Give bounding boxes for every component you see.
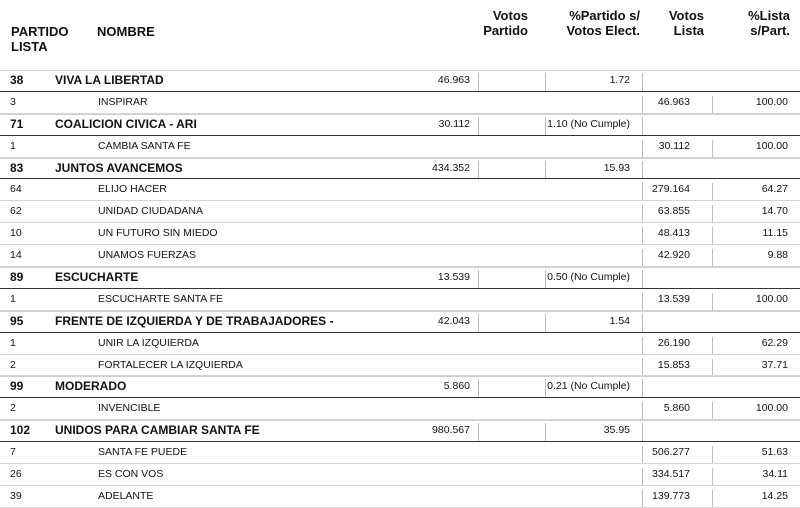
party-name: UNIDOS PARA CAMBIAR SANTA FE	[55, 423, 260, 438]
list-votes: 15.853	[657, 358, 690, 371]
header-nombre: NOMBRE	[97, 24, 155, 39]
column-divider	[712, 490, 713, 507]
column-divider	[642, 293, 643, 310]
list-percent: 62.29	[761, 336, 788, 349]
list-number: 26	[10, 468, 22, 481]
column-divider	[545, 73, 546, 91]
results-table	[0, 70, 800, 508]
column-divider	[545, 117, 546, 135]
column-divider	[642, 468, 643, 485]
list-name: SANTA FE PUEDE	[98, 446, 188, 459]
list-votes: 63.855	[657, 205, 690, 218]
header-pct-lista-line1: %Lista	[748, 8, 790, 23]
column-divider	[712, 249, 713, 266]
list-row	[0, 92, 800, 114]
party-votes: 42.043	[437, 314, 470, 327]
list-votes: 48.413	[657, 227, 690, 240]
list-number: 1	[10, 292, 16, 305]
list-row	[0, 245, 800, 267]
list-percent: 51.63	[761, 446, 788, 459]
party-number: 71	[10, 116, 24, 131]
column-divider	[642, 249, 643, 266]
list-percent: 64.27	[761, 183, 788, 196]
list-row	[0, 201, 800, 223]
header-votos-lista-line2: Lista	[673, 23, 704, 38]
list-name: INVENCIBLE	[98, 402, 161, 415]
list-name: ES CON VOS	[98, 468, 164, 481]
list-name: FORTALECER LA IZQUIERDA	[98, 358, 243, 371]
party-row	[0, 420, 800, 442]
column-divider	[642, 270, 643, 288]
party-percent: 1.10 (No Cumple)	[547, 117, 630, 130]
list-number: 10	[10, 227, 22, 240]
list-row	[0, 223, 800, 245]
party-row	[0, 311, 800, 333]
column-divider	[545, 314, 546, 332]
party-votes: 13.539	[437, 271, 470, 284]
header-votos-partido-line2: Partido	[483, 23, 528, 38]
list-percent: 14.25	[761, 489, 788, 502]
list-percent: 37.71	[761, 358, 788, 371]
party-number: 95	[10, 313, 24, 328]
column-divider	[712, 446, 713, 463]
party-votes: 5.860	[443, 380, 470, 393]
party-row	[0, 70, 800, 92]
column-divider	[712, 337, 713, 354]
list-row	[0, 179, 800, 201]
column-divider	[642, 359, 643, 376]
list-row	[0, 442, 800, 464]
list-number: 1	[10, 139, 16, 152]
header-pct-lista-line2: s/Part.	[750, 23, 790, 38]
party-percent: 15.93	[603, 161, 630, 174]
list-number: 64	[10, 183, 22, 196]
column-divider	[712, 293, 713, 310]
column-divider	[642, 490, 643, 507]
party-number: 38	[10, 73, 24, 87]
party-percent: 0.50 (No Cumple)	[547, 271, 630, 284]
list-name: ELIJO HACER	[98, 183, 167, 196]
party-votes: 30.112	[438, 117, 470, 130]
list-name: INSPIRAR	[98, 95, 148, 108]
list-name: UNIDAD CIUDADANA	[98, 205, 204, 218]
list-number: 1	[10, 336, 16, 349]
list-name: UNAMOS FUERZAS	[98, 249, 197, 262]
party-row	[0, 376, 800, 398]
list-percent: 11.15	[762, 227, 788, 240]
party-percent: 1.72	[609, 74, 630, 86]
header-votos-lista	[660, 8, 704, 38]
party-percent: 35.95	[603, 424, 630, 437]
list-percent: 100.00	[755, 292, 788, 305]
column-divider	[642, 73, 643, 91]
header-pct-partido-line2: Votos Elect.	[566, 23, 640, 38]
header-pct-partido-line1: %Partido s/	[569, 8, 640, 23]
party-number: 83	[10, 160, 24, 175]
list-votes: 506.277	[652, 446, 690, 459]
header-partido-lista	[11, 24, 69, 54]
column-divider	[642, 379, 643, 397]
header-lista-text: LISTA	[11, 39, 48, 54]
party-votes: 46.963	[437, 74, 470, 86]
list-percent: 14.70	[761, 205, 788, 218]
list-row	[0, 464, 800, 486]
list-number: 39	[10, 489, 22, 502]
list-percent: 100.00	[755, 402, 788, 415]
header-votos-lista-line1: Votos	[668, 8, 704, 23]
list-number: 2	[10, 402, 16, 415]
party-row	[0, 158, 800, 180]
list-number: 2	[10, 358, 16, 371]
list-row	[0, 398, 800, 420]
column-divider	[642, 140, 643, 157]
column-divider	[642, 117, 643, 135]
party-name: JUNTOS AVANCEMOS	[55, 160, 183, 175]
party-votes: 980.567	[432, 424, 470, 437]
list-number: 14	[10, 249, 22, 262]
column-divider	[642, 96, 643, 113]
header-votos-partido-line1: Votos	[492, 8, 528, 23]
column-divider	[478, 314, 479, 332]
list-votes: 139.773	[652, 489, 690, 502]
party-row	[0, 267, 800, 289]
list-percent: 100.00	[755, 139, 788, 152]
column-divider	[642, 423, 643, 441]
party-number: 89	[10, 270, 24, 285]
party-name: ESCUCHARTE	[55, 270, 139, 285]
party-number: 102	[10, 423, 31, 438]
list-percent: 34.11	[762, 468, 788, 481]
column-divider	[712, 140, 713, 157]
list-row	[0, 355, 800, 377]
list-votes: 334.517	[652, 468, 690, 481]
list-name: UNIR LA IZQUIERDA	[98, 336, 199, 349]
header-partido-text: PARTIDO	[11, 24, 69, 39]
list-votes: 5.860	[663, 402, 690, 415]
list-name: ADELANTE	[98, 489, 154, 502]
party-votes: 434.352	[432, 161, 470, 174]
column-divider	[712, 359, 713, 376]
column-divider	[478, 117, 479, 135]
list-name: CAMBIA SANTA FE	[98, 139, 191, 152]
column-divider	[478, 270, 479, 288]
list-votes: 42.920	[657, 249, 690, 262]
list-name: ESCUCHARTE SANTA FE	[98, 292, 224, 305]
column-divider	[712, 205, 713, 222]
column-divider	[545, 270, 546, 288]
list-votes: 13.539	[657, 292, 690, 305]
column-divider	[478, 73, 479, 91]
column-divider	[478, 423, 479, 441]
list-row	[0, 136, 800, 158]
column-divider	[478, 379, 479, 397]
list-percent: 100.00	[755, 95, 788, 108]
column-divider	[712, 96, 713, 113]
party-percent: 1.54	[609, 314, 630, 327]
column-divider	[642, 337, 643, 354]
list-votes: 26.190	[657, 336, 690, 349]
column-divider	[642, 205, 643, 222]
party-name: COALICION CIVICA - ARI	[55, 116, 197, 131]
column-divider	[478, 161, 479, 179]
party-name: FRENTE DE IZQUIERDA Y DE TRABAJADORES -	[55, 313, 334, 328]
party-row	[0, 114, 800, 136]
party-percent: 0.21 (No Cumple)	[547, 380, 630, 393]
party-name: VIVA LA LIBERTAD	[55, 73, 164, 87]
column-divider	[712, 227, 713, 244]
column-divider	[545, 379, 546, 397]
column-divider	[712, 402, 713, 419]
column-divider	[642, 314, 643, 332]
column-divider	[545, 423, 546, 441]
column-divider	[642, 161, 643, 179]
column-divider	[642, 183, 643, 200]
column-divider	[642, 402, 643, 419]
list-name: UN FUTURO SIN MIEDO	[98, 227, 218, 240]
list-number: 7	[10, 446, 16, 459]
column-divider	[712, 183, 713, 200]
party-number: 99	[10, 379, 24, 394]
list-number: 3	[10, 95, 16, 108]
column-divider	[712, 468, 713, 485]
list-row	[0, 486, 800, 508]
header-pct-partido	[548, 8, 640, 38]
list-votes: 30.112	[658, 139, 690, 152]
column-divider	[642, 227, 643, 244]
list-votes: 46.963	[657, 95, 690, 108]
list-percent: 9.88	[767, 249, 788, 262]
header-pct-lista	[730, 8, 790, 38]
list-row	[0, 333, 800, 355]
list-votes: 279.164	[652, 183, 690, 196]
header-votos-partido	[468, 8, 528, 38]
list-number: 62	[10, 205, 22, 218]
list-row	[0, 289, 800, 311]
column-divider	[545, 161, 546, 179]
party-name: MODERADO	[55, 379, 127, 394]
column-divider	[642, 446, 643, 463]
